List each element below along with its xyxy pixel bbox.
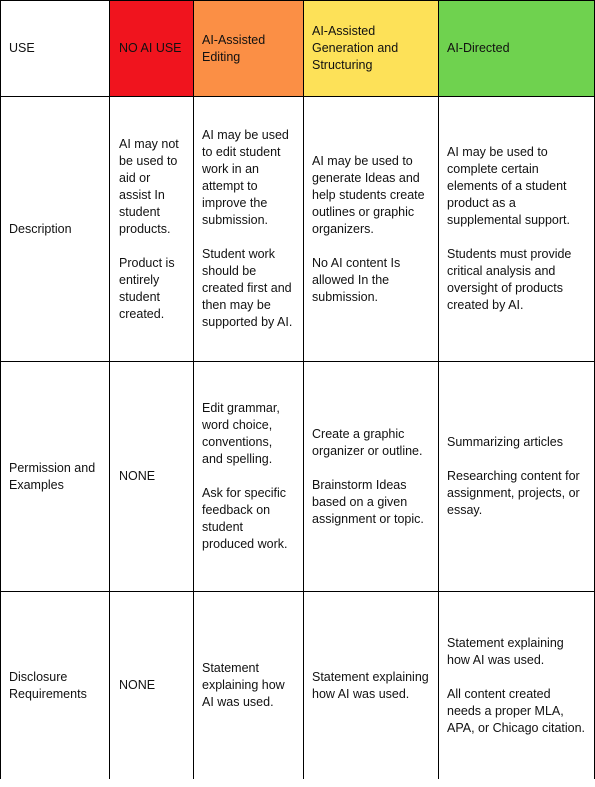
row-label-permission xyxy=(0,362,110,592)
permission-ai-directed xyxy=(439,362,595,592)
header-ai-assisted-editing xyxy=(194,0,304,97)
header-use xyxy=(0,0,110,97)
cell-paragraph: AI may be used to edit student work in an attempt to improve the submission. xyxy=(202,128,289,227)
description-ai-assisted-editing xyxy=(194,97,304,362)
cell-paragraph: NONE xyxy=(119,469,156,483)
cell-paragraph: Summarizing articles xyxy=(447,435,564,449)
cell-paragraph: Students must provide critical analysis and oversight of products created by AI. xyxy=(447,247,572,312)
row-label: Disclosure Requirements xyxy=(9,669,87,701)
header-no-ai-use-label: NO AI USE xyxy=(119,41,182,55)
cell-paragraph: Statement explaining how AI was used. xyxy=(312,669,429,701)
description-ai-directed xyxy=(439,97,595,362)
cell-paragraph: AI may be used to complete certain elements of a student product as a supplemental support. xyxy=(447,145,570,227)
header-ai-assisted-generation-label: AI-Assisted Generation and Structuring xyxy=(312,24,399,72)
cell-paragraph: Create a graphic organizer or outline. xyxy=(312,426,423,458)
cell-paragraph: All content created needs a proper MLA, APA, or Chicago citation. xyxy=(447,686,586,735)
description-ai-assisted-generation xyxy=(304,97,439,362)
row-label-disclosure xyxy=(0,592,110,779)
cell-paragraph: Student work should be created first and then may be supported by AI. xyxy=(202,247,293,329)
permission-ai-assisted-editing xyxy=(194,362,304,592)
header-ai-assisted-generation xyxy=(304,0,439,97)
row-label: Permission and Examples xyxy=(9,460,96,492)
cell-paragraph: Brainstorm Ideas based on a given assignment or topic. xyxy=(312,477,424,526)
header-ai-directed-label: AI-Directed xyxy=(447,41,510,55)
disclosure-ai-assisted-generation xyxy=(304,592,439,779)
cell-paragraph: NONE xyxy=(119,678,156,692)
cell-paragraph: AI may be used to generate Ideas and help students create outlines or graphic organizers. xyxy=(312,153,425,236)
cell-paragraph: Product is entirely student created. xyxy=(119,255,175,321)
disclosure-ai-directed xyxy=(439,592,595,779)
permission-ai-assisted-generation xyxy=(304,362,439,592)
permission-no-ai xyxy=(110,362,194,592)
header-ai-assisted-editing-label: AI-Assisted Editing xyxy=(202,32,266,64)
cell-paragraph: Statement explaining how AI was used. xyxy=(447,635,564,667)
header-no-ai-use xyxy=(110,0,194,97)
disclosure-ai-assisted-editing xyxy=(194,592,304,779)
header-use-label: USE xyxy=(9,41,35,55)
cell-paragraph: Edit grammar, word choice, conventions, and spelling. xyxy=(202,401,280,466)
cell-paragraph: Ask for specific feedback on student produced work. xyxy=(202,486,288,551)
description-no-ai xyxy=(110,97,194,362)
cell-paragraph: Statement explaining how AI was used. xyxy=(202,661,285,709)
row-label-description xyxy=(0,97,110,362)
cell-paragraph: AI may not be used to aid or assist In student products. xyxy=(119,136,179,236)
cell-paragraph: Researching content for assignment, projects, or essay. xyxy=(447,469,580,517)
disclosure-no-ai xyxy=(110,592,194,779)
header-ai-directed xyxy=(439,0,595,97)
cell-paragraph: No AI content Is allowed In the submission. xyxy=(312,255,401,304)
row-label: Description xyxy=(9,221,72,236)
